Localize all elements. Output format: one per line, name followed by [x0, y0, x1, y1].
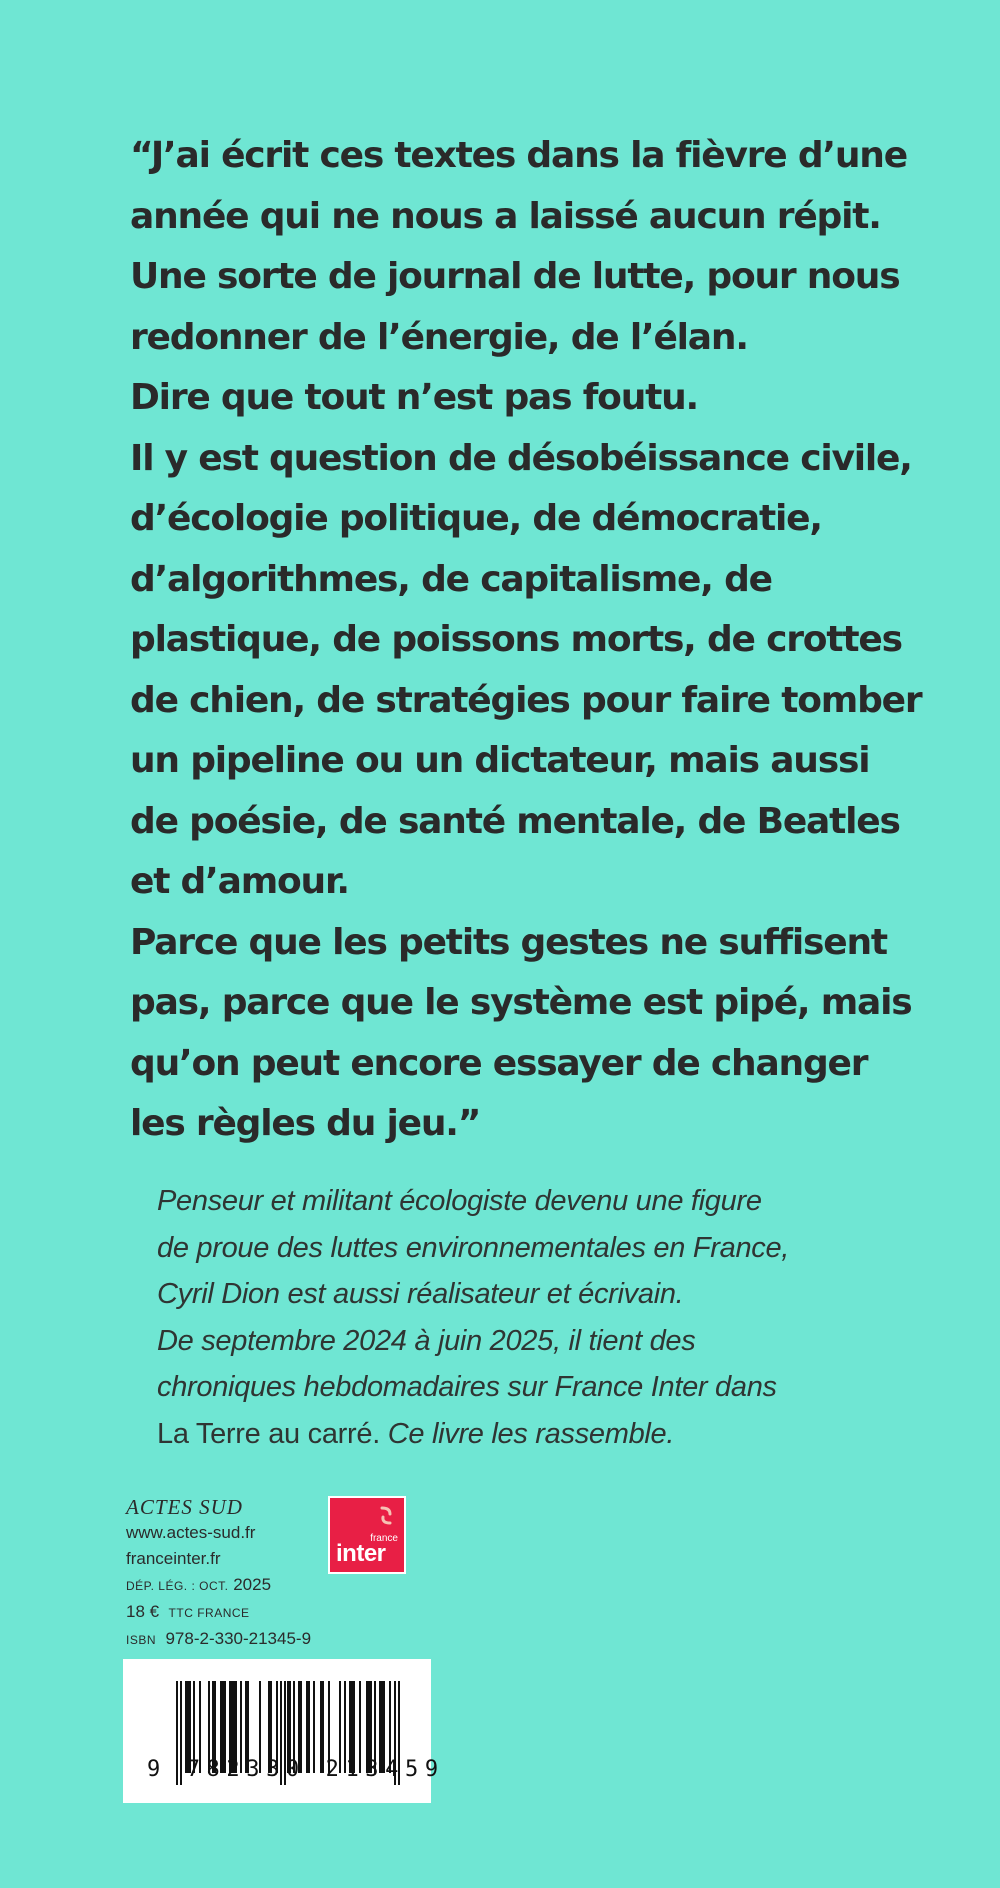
- bio-line: Penseur et militant écologiste devenu une figure: [157, 1185, 762, 1217]
- publisher-name: ACTES SUD: [126, 1495, 243, 1519]
- publisher-website: www.actes-sud.fr: [126, 1523, 256, 1542]
- bio-line: De septembre 2024 à juin 2025, il tient des: [157, 1324, 696, 1357]
- isbn-barcode: [123, 1659, 445, 1803]
- france-inter-logo: [328, 1496, 406, 1574]
- quote-line: Dire que tout n’est pas foutu.: [130, 377, 699, 418]
- legal-deposit: [126, 1572, 311, 1599]
- quote-line: les règles du jeu.”: [130, 1103, 481, 1144]
- isbn-label: ISBN: [126, 1633, 157, 1647]
- quote-line: d’algorithmes, de capitalisme, de: [130, 558, 772, 600]
- radio-wave-icon: [378, 1506, 396, 1526]
- legal-deposit-label: DÉP. LÉG. : OCT.: [126, 1579, 229, 1593]
- quote-line: de chien, de stratégies pour faire tomber: [130, 679, 922, 721]
- bio-line: de proue des luttes environnementales en France,: [157, 1231, 790, 1264]
- quote-line: Parce que les petits gestes ne suffisent: [130, 921, 887, 963]
- quote-line: redonner de l’énergie, de l’élan.: [130, 316, 748, 358]
- quote-line: qu’on peut encore essayer de changer: [130, 1042, 868, 1084]
- quote-line: d’écologie politique, de démocratie,: [130, 498, 822, 539]
- quote-line: “J’ai écrit ces textes dans la fièvre d’une: [130, 135, 907, 176]
- bio-line: chroniques hebdomadaires sur France Inter dans: [157, 1371, 777, 1403]
- author-bio: [157, 1178, 917, 1457]
- bio-closing: Ce livre les rassemble.: [379, 1417, 675, 1450]
- isbn-value: 978-2-330-21345-9: [165, 1629, 312, 1648]
- quote-line: Une sorte de journal de lutte, pour nous: [130, 256, 900, 297]
- price-value: 18 €: [126, 1602, 160, 1621]
- back-cover-quote: [130, 126, 930, 1155]
- bio-last-line: [157, 1411, 917, 1458]
- quote-line: pas, parce que le système est pipé, mais: [130, 982, 912, 1023]
- bio-line: Cyril Dion est aussi réalisateur et écrivain.: [157, 1278, 684, 1310]
- price-note: TTC FRANCE: [168, 1606, 250, 1620]
- quote-line: de poésie, de santé mentale, de Beatles: [130, 800, 900, 842]
- legal-deposit-year: 2025: [233, 1575, 272, 1594]
- partner-website: franceinter.fr: [126, 1549, 221, 1568]
- barcode-digits: 9 782330 213459: [147, 1757, 445, 1782]
- logo-inter-text: inter: [336, 1540, 386, 1567]
- quote-line: un pipeline ou un dictateur, mais aussi: [130, 740, 870, 781]
- isbn: [126, 1626, 311, 1653]
- logo-france-text: france: [370, 1533, 398, 1544]
- quote-line: plastique, de poissons morts, de crottes: [130, 619, 902, 660]
- show-title: La Terre au carré.: [157, 1417, 380, 1450]
- imprint-block: [126, 1494, 311, 1653]
- quote-line: année qui ne nous a laissé aucun répit.: [130, 195, 881, 237]
- price: [126, 1599, 311, 1626]
- quote-line: Il y est question de désobéissance civile,: [130, 437, 912, 479]
- quote-line: et d’amour.: [130, 861, 349, 902]
